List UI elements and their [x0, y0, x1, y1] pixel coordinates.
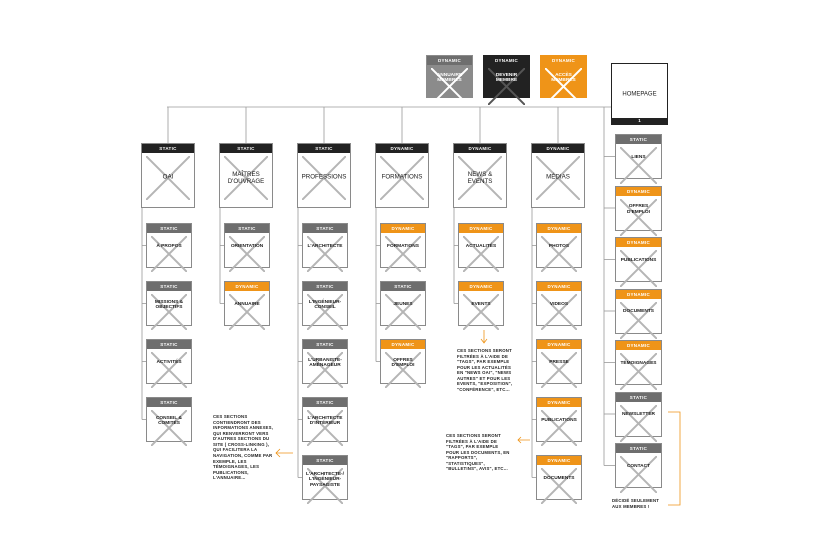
page-formations: [380, 223, 426, 268]
node-type-tag: DYNAMIC: [484, 56, 529, 65]
node-type-tag: DYNAMIC: [454, 144, 506, 153]
section-news-events: [453, 143, 507, 208]
page-events: [458, 281, 504, 326]
page-documents: [536, 455, 582, 500]
page-videos: [536, 281, 582, 326]
node-type-tag: DYNAMIC: [532, 144, 584, 153]
section-oai: [141, 143, 195, 208]
utility-documents: [615, 289, 662, 334]
page-photos: [536, 223, 582, 268]
node-label: CONTACT: [626, 463, 651, 469]
node-type-tag: STATIC: [225, 224, 269, 233]
page-offres-d-emploi: [380, 339, 426, 384]
placeholder-cross-icon: [541, 468, 577, 504]
node-type-tag: DYNAMIC: [616, 290, 661, 299]
page-orientation: [224, 223, 270, 268]
homepage-number-band: [612, 118, 667, 124]
placeholder-cross-icon: [620, 302, 657, 339]
placeholder-cross-icon: [620, 456, 657, 493]
placeholder-cross-icon: [541, 410, 577, 446]
utility-offres-d-emploi: [615, 186, 662, 231]
node-type-tag: DYNAMIC: [537, 456, 581, 465]
homepage-number: 1: [638, 118, 641, 123]
node-label: OAI: [162, 172, 174, 180]
node-label: PRESSE: [549, 359, 569, 365]
node-type-tag: DYNAMIC: [541, 56, 586, 65]
node-label: DOCUMENTS: [543, 475, 575, 481]
node-type-tag: DYNAMIC: [537, 282, 581, 291]
note-news-tags: CES SECTIONS SERONT FILTRÉES À L'AIDE DE "TAGS", PAR EXEMPLE POUR LES ACTUALITÉS EN "NEWS OAI", "NEWS AUTRES" ET POUR LES EVENTS, "EXPOSITION", "CONFÉRENCE", ETC...: [457, 348, 513, 393]
node-label: À PROPOS: [156, 243, 182, 249]
node-type-tag: DYNAMIC: [616, 238, 661, 247]
placeholder-cross-icon: [385, 236, 421, 272]
node-label: ANNUAIRE MEMBRES: [436, 72, 463, 84]
placeholder-cross-icon: [151, 236, 187, 272]
node-type-tag: DYNAMIC: [537, 340, 581, 349]
node-label: NEWS & EVENTS: [467, 170, 493, 185]
placeholder-cross-icon: [307, 236, 343, 272]
homepage-node: [611, 63, 668, 125]
top-node-annuaire-membres: [426, 55, 473, 98]
utility-publications: [615, 237, 662, 282]
node-type-tag: STATIC: [303, 456, 347, 465]
node-label: CONSEIL & COMITÉS: [155, 415, 183, 427]
node-label: ACTUALITÉS: [465, 243, 497, 249]
placeholder-cross-icon: [463, 294, 499, 330]
node-type-tag: STATIC: [616, 444, 661, 453]
utility-temoignages: [615, 340, 662, 385]
node-type-tag: STATIC: [220, 144, 272, 153]
section-maitres-d-ouvrage: [219, 143, 273, 208]
node-type-tag: DYNAMIC: [427, 56, 472, 65]
node-type-tag: DYNAMIC: [376, 144, 428, 153]
node-label: ACTIVITÉS: [156, 359, 182, 365]
node-label: FORMATIONS: [387, 243, 419, 249]
node-type-tag: DYNAMIC: [381, 224, 425, 233]
node-type-tag: DYNAMIC: [459, 224, 503, 233]
placeholder-cross-icon: [620, 353, 657, 390]
page-l-ingenieur-conseil: [302, 281, 348, 326]
node-type-tag: DYNAMIC: [537, 224, 581, 233]
section-medias: [531, 143, 585, 208]
node-type-tag: DYNAMIC: [616, 187, 661, 196]
node-label: MISSIONS & OBJECTIFS: [154, 299, 184, 311]
placeholder-cross-icon: [541, 236, 577, 272]
top-node-devenir-membre: [483, 55, 530, 98]
node-label: MAÎTRES D'OUVRAGE: [227, 170, 265, 185]
section-formations: [375, 143, 429, 208]
page-l-urbaniste-amenageur: [302, 339, 348, 384]
page-a-propos: [146, 223, 192, 268]
node-label: ACCÈS MEMBRES: [551, 72, 576, 84]
placeholder-cross-icon: [620, 147, 657, 184]
note-members-only: DÉCIDÉ SEULEMENT AUX MEMBRES !: [612, 498, 660, 509]
placeholder-cross-icon: [151, 352, 187, 388]
placeholder-cross-icon: [541, 352, 577, 388]
node-type-tag: STATIC: [303, 282, 347, 291]
placeholder-cross-icon: [385, 294, 421, 330]
node-label: ANNUAIRE: [234, 301, 260, 307]
node-type-tag: STATIC: [616, 393, 661, 402]
node-label: OFFRES D'EMPLOI: [391, 357, 415, 369]
section-professions: [297, 143, 351, 208]
node-label: HOMEPAGE: [622, 91, 657, 98]
placeholder-cross-icon: [229, 236, 265, 272]
node-label: L'ARCHITECTE-/ L'INGÉNIEUR-PAYSAGISTE: [306, 471, 344, 488]
node-label: L'URBANISTE-AMÉNAGEUR: [308, 357, 342, 369]
node-label: OFFRES D'EMPLOI: [627, 203, 650, 215]
node-label: LIENS: [631, 154, 646, 160]
node-type-tag: STATIC: [142, 144, 194, 153]
node-label: VIDEOS: [549, 301, 569, 307]
top-node-acces-membres: [540, 55, 587, 98]
node-type-tag: STATIC: [616, 135, 661, 144]
page-conseil-comites: [146, 397, 192, 442]
node-label: DOCUMENTS: [623, 308, 654, 314]
page-annuaire: [224, 281, 270, 326]
node-type-tag: DYNAMIC: [616, 341, 661, 350]
placeholder-cross-icon: [541, 294, 577, 330]
node-label: PUBLICATIONS: [620, 257, 657, 263]
node-type-tag: STATIC: [303, 398, 347, 407]
page-publications: [536, 397, 582, 442]
page-actualites: [458, 223, 504, 268]
page-activites: [146, 339, 192, 384]
placeholder-cross-icon: [229, 294, 265, 330]
node-label: EVENTS: [471, 301, 491, 307]
node-label: NEWSLETTER: [621, 411, 656, 417]
node-label: PROFESSIONS: [301, 172, 347, 180]
node-label: PUBLICATIONS: [541, 417, 577, 423]
node-label: L'ARCHITECTE: [307, 243, 343, 249]
utility-liens: [615, 134, 662, 179]
page-missions-objectifs: [146, 281, 192, 326]
page-jeunes: [380, 281, 426, 326]
arrow-news-note: [481, 330, 487, 343]
node-label: JEUNES: [393, 301, 413, 307]
page-l-architecte: [302, 223, 348, 268]
node-label: MÉDIAS: [546, 172, 570, 180]
node-type-tag: STATIC: [381, 282, 425, 291]
node-label: DEVENIR MEMBRE: [495, 72, 518, 84]
node-type-tag: STATIC: [298, 144, 350, 153]
node-type-tag: DYNAMIC: [459, 282, 503, 291]
node-label: L'INGÉNIEUR-CONSEIL: [308, 299, 342, 311]
node-type-tag: STATIC: [147, 224, 191, 233]
node-label: L'ARCHITECTE D'INTÉRIEUR: [307, 415, 343, 427]
placeholder-cross-icon: [463, 236, 499, 272]
bracket-members-only: [668, 412, 680, 505]
node-type-tag: STATIC: [303, 224, 347, 233]
node-type-tag: STATIC: [147, 282, 191, 291]
node-label: ORIENTATION: [230, 243, 264, 249]
note-media-tags: CES SECTIONS SERONT FILTRÉES À L'AIDE DE "TAGS", PAR EXEMPLE POUR LES DOCUMENTS, EN "RAPPORTS", "STATISTIQUES", "BULLETINS", AVIS", ETC...: [446, 433, 510, 472]
node-label: TÉMOIGNAGES: [620, 360, 657, 366]
placeholder-cross-icon: [620, 250, 657, 287]
page-l-architecte-d-interieur: [302, 397, 348, 442]
note-cross-linking: CES SECTIONS CONTIENDRONT DES INFORMATIONS ANNEXES, QUI RENVERRONT VERS D'AUTRES SECTIONS DU SITE ( CROSS-LINKING ), QUI FACILITERA LA NAVIGATION, COMME PAR EXEMPLE, LES TÉMOIGNAGES, LES PUBLICATIONS, L'ANNUAIRE...: [213, 414, 274, 481]
node-type-tag: STATIC: [147, 340, 191, 349]
utility-contact: [615, 443, 662, 488]
placeholder-cross-icon: [620, 405, 657, 442]
page-presse: [536, 339, 582, 384]
node-label: FORMATIONS: [381, 172, 423, 180]
node-label: PHOTOS: [548, 243, 570, 249]
node-type-tag: STATIC: [303, 340, 347, 349]
page-l-architecte-l-ingenieur-paysagiste: [302, 455, 348, 500]
utility-newsletter: [615, 392, 662, 437]
node-type-tag: DYNAMIC: [381, 340, 425, 349]
placeholder-cross-icon: [616, 76, 663, 123]
node-type-tag: DYNAMIC: [225, 282, 269, 291]
node-type-tag: DYNAMIC: [537, 398, 581, 407]
node-type-tag: STATIC: [147, 398, 191, 407]
